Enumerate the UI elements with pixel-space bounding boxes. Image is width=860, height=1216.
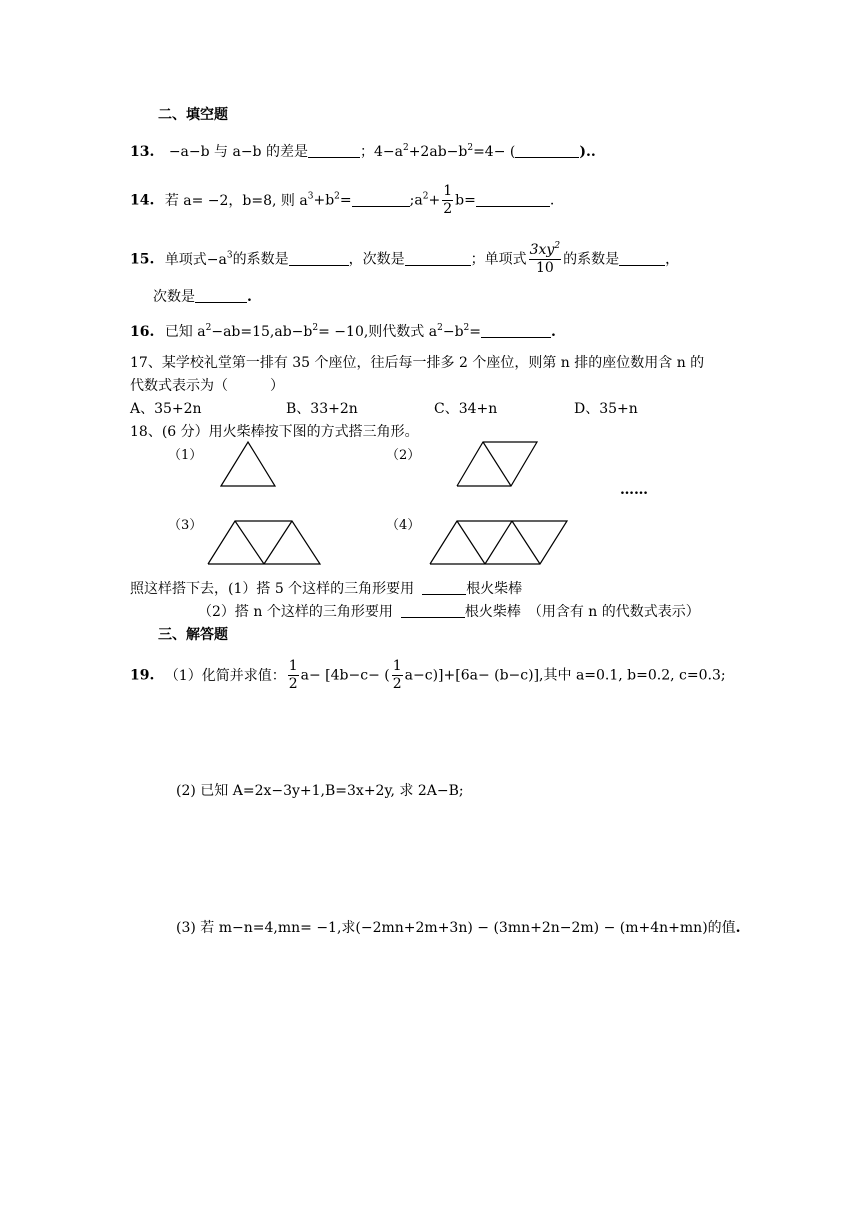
question-14-number: 14. [130, 192, 155, 209]
fraction-one-half: $\frac{1}{2}$ [288, 658, 298, 692]
question-19-part2: (2) 已知 A=2x−3y+1,B=3x+2y, 求 2A−B; [176, 783, 464, 799]
answer-blank[interactable] [308, 143, 360, 158]
fraction-one-half: $\frac{1}{2}$ [443, 183, 453, 217]
question-15-line2: 次数是 . [153, 289, 252, 305]
answer-blank[interactable] [481, 323, 551, 338]
figure-label-3: （3） [168, 518, 203, 533]
section-title-fill-in: 二、填空题 [158, 107, 228, 123]
question-19-number: 19. [130, 667, 155, 684]
question-18-line3: （2）搭 n 个这样的三角形要用 根火柴棒 （用含有 n 的代数式表示） [198, 604, 700, 620]
answer-blank[interactable] [289, 251, 349, 266]
question-17-option-d[interactable]: D、35+n [574, 401, 638, 417]
question-18-line1: 18、(6 分）用火柴棒按下图的方式搭三角形。 [130, 424, 419, 440]
question-17-option-c[interactable]: C、34+n [434, 401, 498, 417]
question-13-number: 13. [130, 144, 155, 160]
question-13: 13. −a−b 与 a−b 的差是 ；$4-a^2+2ab-b^2=4-$ ( ).. [130, 143, 596, 160]
fraction-one-half: $\frac{1}{2}$ [392, 658, 402, 692]
question-19-part3: (3) 若 m−n=4,mn= −1,求(−2mn+2m+3n) − (3mn+2n−2m) − (m+4n+mn)的值. [176, 920, 741, 936]
question-18-line2: 照这样搭下去，(1）搭 5 个这样的三角形要用 根火柴棒 [130, 581, 523, 597]
section-title-answer: 三、解答题 [158, 627, 228, 643]
question-17-line2: 代数式表示为（ ） [130, 378, 284, 394]
question-17-option-b[interactable]: B、33+2n [286, 401, 358, 417]
matchstick-figure-4 [428, 519, 570, 567]
question-15-number: 15. [130, 251, 155, 268]
question-19-part1: 19. （1）化简并求值： $\frac{1}{2}$ a− [4b−c− ( $\frac{1}{2}$ a−c)]+[6a− (b−c)],其中 a=0.1, b=0.2, c=0.3; [130, 658, 726, 692]
matchstick-figure-1 [218, 440, 278, 490]
fraction-monomial: $\frac{3xy^2}{10}$ [529, 241, 561, 276]
answer-blank[interactable] [619, 251, 665, 266]
question-17-option-a[interactable]: A、35+2n [130, 401, 202, 417]
answer-blank[interactable] [195, 288, 247, 303]
question-17-line1: 17、某学校礼堂第一排有 35 个座位，往后每一排多 2 个座位，则第 n 排的座位数用含 n 的 [130, 355, 705, 371]
figure-label-4: （4） [386, 518, 421, 533]
question-16: 16. 已知 $a^2-ab=15,ab-b^2= -10$,则代数式 $a^2-b^2=$ . [130, 323, 556, 340]
question-15: 15. 单项式$-a^3$的系数是 ，次数是 ；单项式 $\frac{3xy^2}{10}$ 的系数是 ， [130, 241, 680, 276]
figure-label-2: （2） [386, 448, 421, 463]
question-14: 14. 若 a= −2，b=8, 则 $a^3+b^2=$ $;a^2+$ $\frac{1}{2}$ b= . [130, 183, 555, 217]
figure-label-1: （1） [168, 448, 203, 463]
answer-blank[interactable] [401, 603, 465, 618]
matchstick-figure-2 [455, 440, 541, 490]
answer-blank[interactable] [405, 251, 471, 266]
answer-blank[interactable] [422, 580, 466, 595]
answer-blank[interactable] [352, 192, 410, 207]
answer-blank[interactable] [515, 143, 579, 158]
matchstick-figure-3 [206, 519, 324, 567]
question-16-number: 16. [130, 324, 155, 340]
answer-blank[interactable] [476, 192, 550, 207]
ellipsis: …… [620, 482, 648, 498]
